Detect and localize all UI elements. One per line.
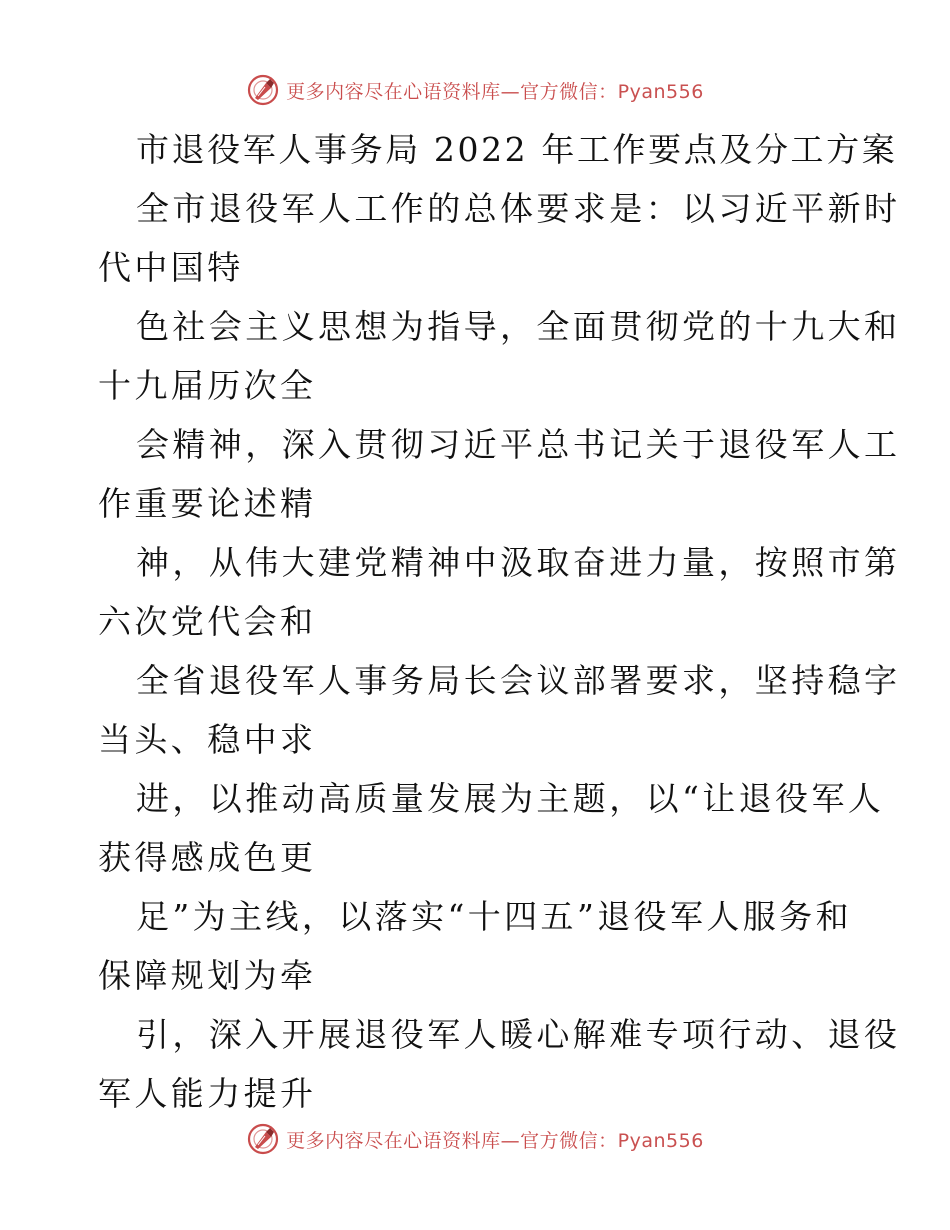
body-line: 神，从伟大建党精神中汲取奋进力量，按照市第 <box>136 543 901 582</box>
body-line: 当头、稳中求 <box>98 720 317 759</box>
document-body <box>98 120 901 1123</box>
body-line: 会精神，深入贯彻习近平总书记关于退役军人工 <box>136 425 901 464</box>
body-line: 色社会主义思想为指导，全面贯彻党的十九大和 <box>136 307 901 346</box>
pen-nib-logo-icon <box>246 1122 280 1156</box>
body-line: 进，以推动高质量发展为主题，以“让退役军人 <box>136 779 885 818</box>
body-line: 全市退役军人工作的总体要求是：以习近平新时 <box>136 189 901 228</box>
body-line: 获得感成色更 <box>98 838 317 877</box>
document-title: 市退役军人事务局 2022 年工作要点及分工方案 <box>136 130 898 169</box>
watermark-text: 更多内容尽在心语资料库—官方微信：Pyan556 <box>286 80 704 103</box>
body-line: 全省退役军人事务局长会议部署要求，坚持稳字 <box>136 661 901 700</box>
pen-nib-logo-icon <box>246 73 280 107</box>
body-line: 引，深入开展退役军人暖心解难专项行动、退役 <box>136 1015 901 1054</box>
footer-watermark <box>0 1119 950 1159</box>
header-watermark <box>0 70 950 110</box>
body-line: 代中国特 <box>98 248 244 287</box>
body-line: 十九届历次全 <box>98 366 317 405</box>
body-line: 作重要论述精 <box>98 484 317 523</box>
watermark-text: 更多内容尽在心语资料库—官方微信：Pyan556 <box>286 1129 704 1152</box>
body-line: 六次党代会和 <box>98 602 317 641</box>
body-line: 足”为主线，以落实“十四五”退役军人服务和 <box>136 897 853 936</box>
body-line: 军人能力提升 <box>98 1074 317 1113</box>
body-line: 保障规划为牵 <box>98 956 317 995</box>
